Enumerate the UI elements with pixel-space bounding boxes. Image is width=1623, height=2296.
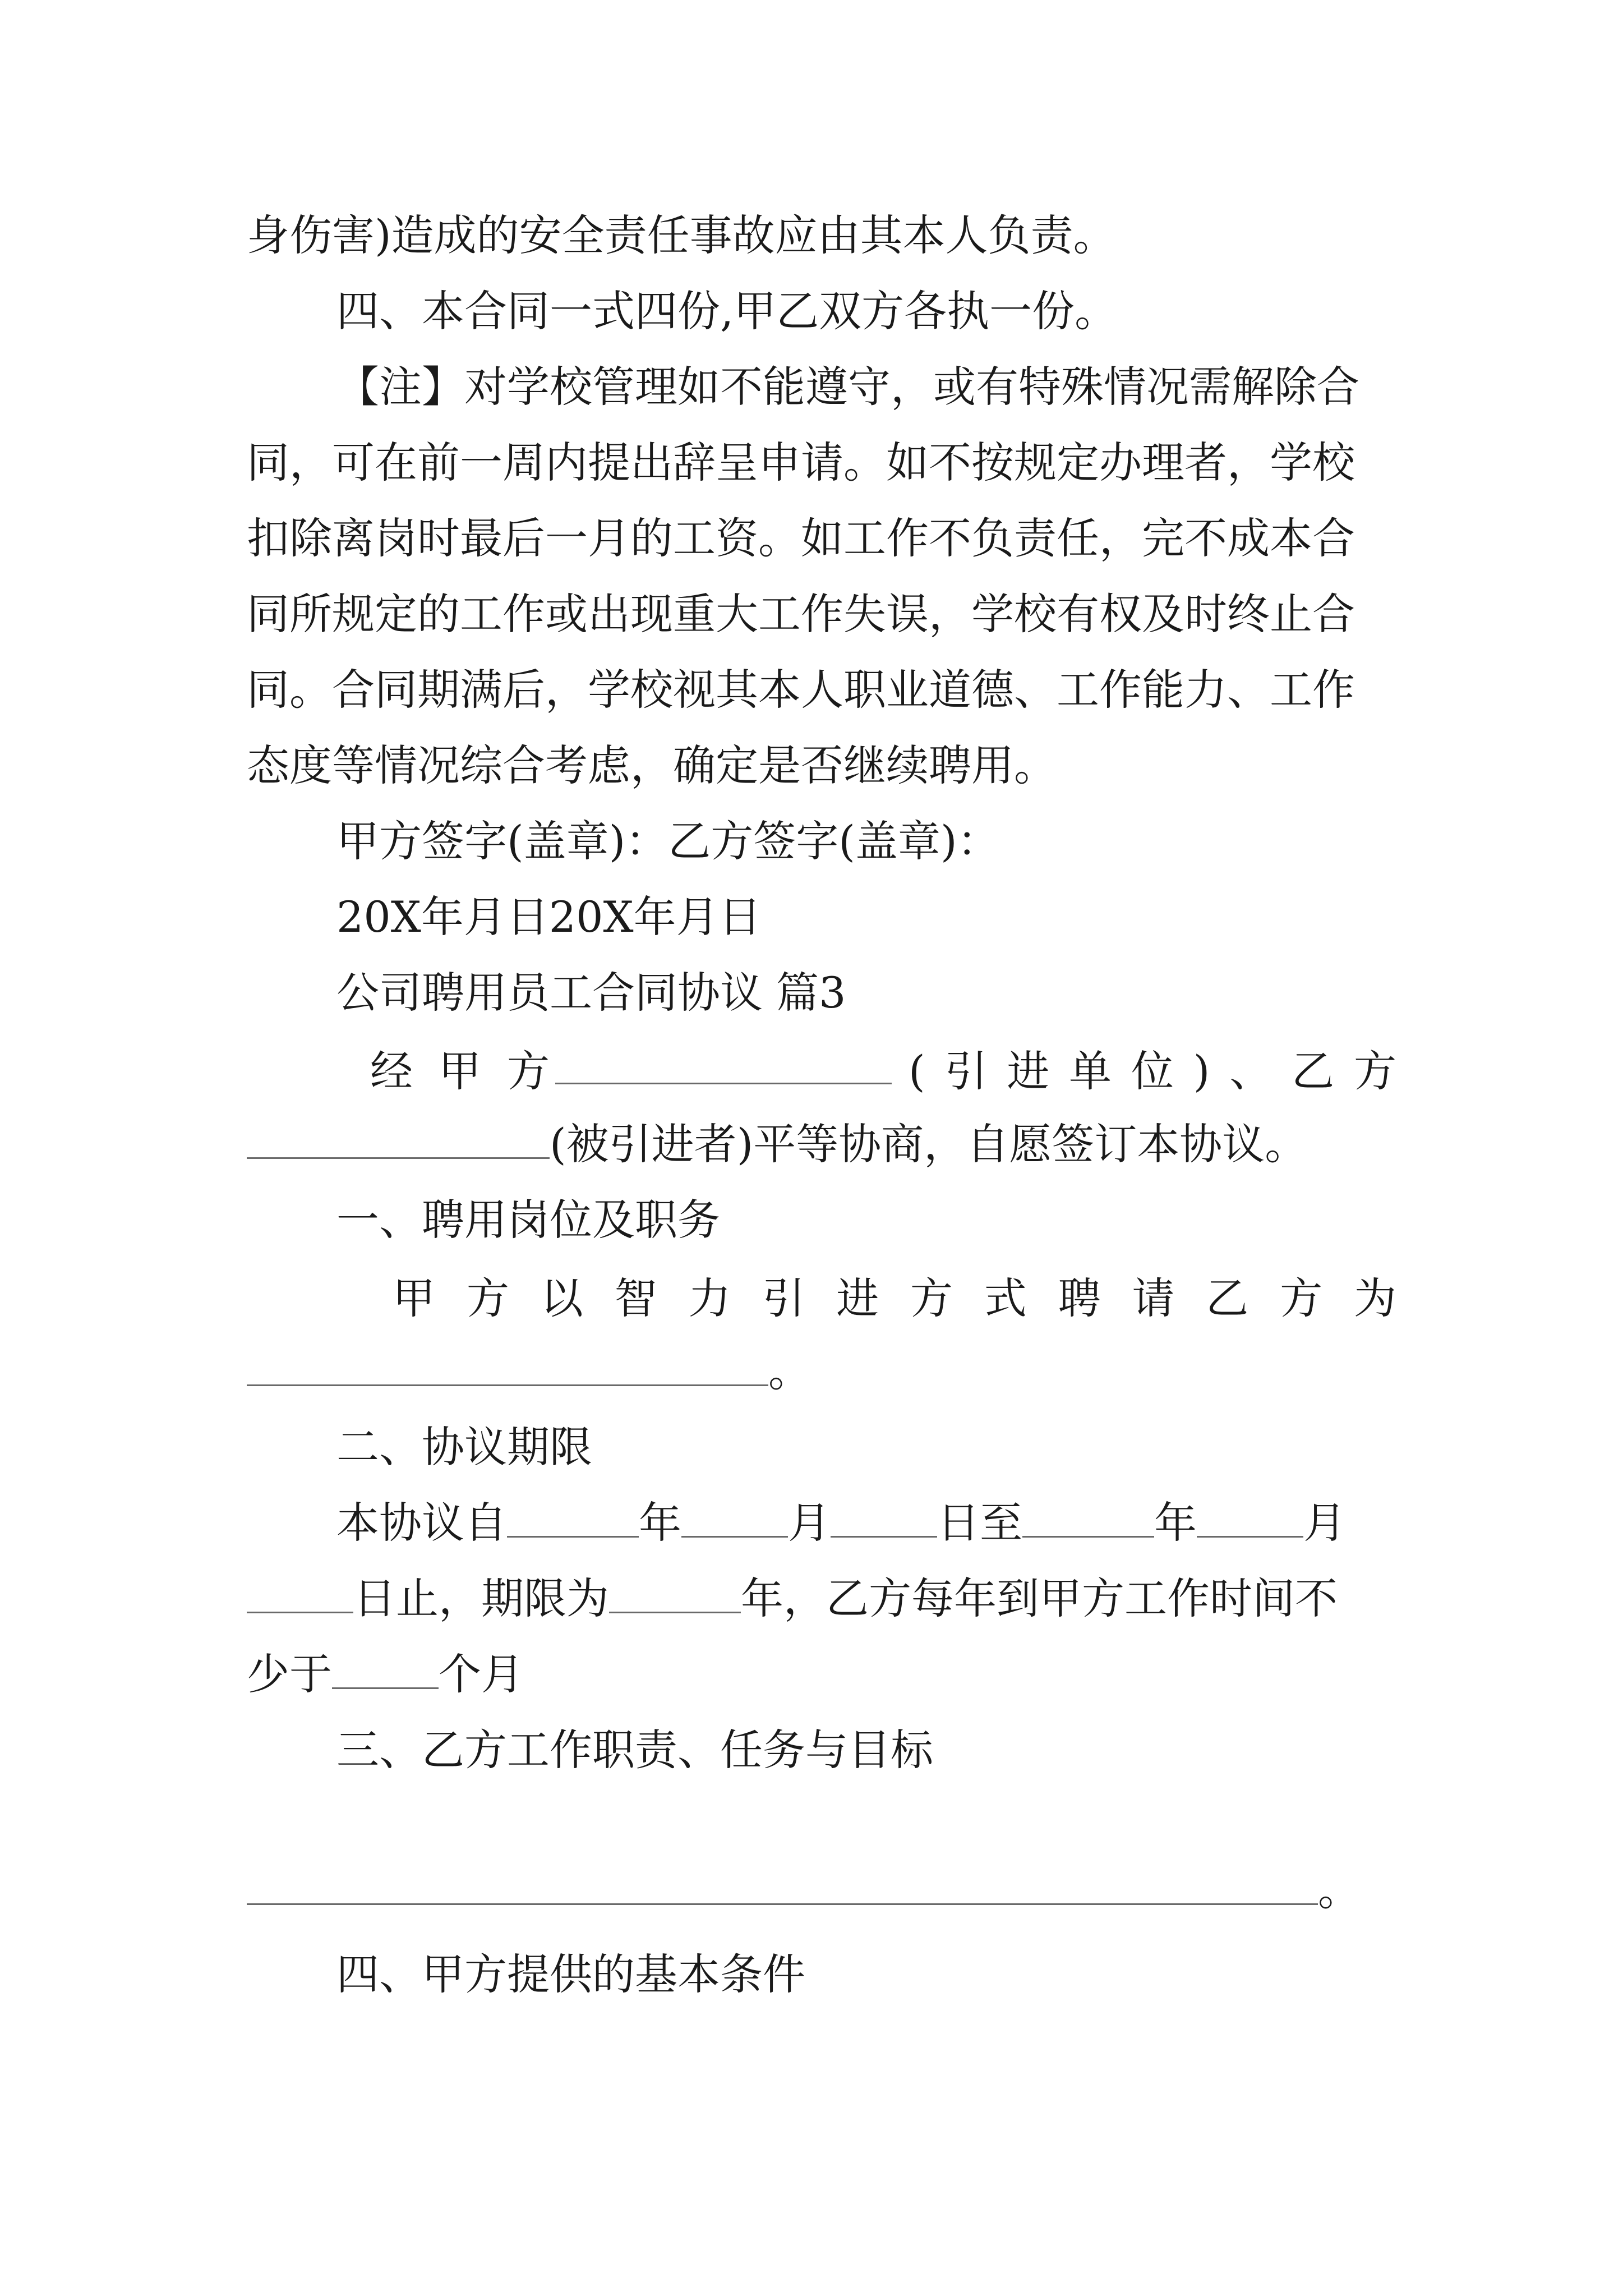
date-line: 20X年月日20X年月日 — [336, 892, 762, 942]
spaced-char: ( — [909, 1046, 925, 1096]
start-day-blank[interactable] — [831, 1497, 937, 1538]
term-text: 年 — [639, 1498, 681, 1548]
position-blank[interactable] — [247, 1345, 768, 1386]
note-line: 同。合同期满后，学校视其本人职业道德、工作能力、工作 — [247, 665, 1355, 715]
spaced-char: 进 — [836, 1273, 879, 1323]
spaced-char: 经 — [370, 1046, 413, 1096]
spaced-char: 位 — [1131, 1046, 1174, 1096]
spaced-char: 乙 — [1292, 1046, 1335, 1096]
note-line: 同，可在前一周内提出辞呈申请。如不按规定办理者，学校 — [247, 438, 1355, 487]
note-line: 同所规定的工作或出现重大工作失误，学校有权及时终止合 — [247, 589, 1355, 639]
party-b-blank[interactable] — [247, 1118, 550, 1159]
start-year-blank[interactable] — [507, 1497, 639, 1538]
spaced-char: 方 — [507, 1046, 550, 1096]
term-text: 日止，期限为 — [353, 1573, 609, 1623]
end-day-blank[interactable] — [247, 1572, 353, 1613]
spaced-char: 甲 — [439, 1046, 481, 1096]
agreement-intro-line-2 — [247, 1116, 1396, 1172]
paragraph-line: 身伤害)造成的安全责任事故应由其本人负责。 — [247, 210, 1116, 260]
term-text: 少于 — [247, 1649, 332, 1699]
spaced-char: 乙 — [1206, 1273, 1249, 1323]
term-line-2 — [247, 1571, 1396, 1627]
spaced-char: 力 — [688, 1273, 731, 1323]
term-line-1 — [336, 1495, 1396, 1551]
duties-blank-line — [247, 1862, 1396, 1918]
period-mark: 。 — [1318, 1865, 1361, 1915]
spaced-char: 、 — [1229, 1046, 1272, 1096]
spaced-char: 甲 — [393, 1273, 435, 1323]
section-title: 公司聘用员工合同协议 篇3 — [336, 968, 846, 1018]
months-blank[interactable] — [332, 1648, 439, 1689]
spaced-char: 方 — [910, 1273, 953, 1323]
term-line-3 — [247, 1646, 1396, 1703]
spaced-char: 引 — [762, 1273, 805, 1323]
spaced-char: 以 — [540, 1273, 583, 1323]
period-mark: 。 — [768, 1346, 811, 1396]
spaced-char: 方 — [466, 1273, 509, 1323]
start-month-blank[interactable] — [681, 1497, 788, 1538]
intro-party-a-text — [370, 1043, 550, 1099]
signature-line: 甲方签字(盖章)：乙方签字(盖章)： — [336, 816, 1000, 866]
spaced-char: 请 — [1132, 1273, 1175, 1323]
spaced-char: 式 — [984, 1273, 1027, 1323]
term-text: 年 — [1154, 1498, 1197, 1548]
paragraph-line: 四、本合同一式四份,甲乙双方各执一份。 — [336, 286, 1118, 336]
duties-blank[interactable] — [247, 1864, 1318, 1905]
section-heading: 二、协议期限 — [336, 1422, 592, 1472]
spaced-char: 引 — [944, 1046, 988, 1096]
term-text: 日至 — [937, 1498, 1022, 1548]
party-a-blank[interactable] — [555, 1043, 892, 1084]
term-text: 月 — [1303, 1498, 1346, 1548]
note-line: 【注】对学校管理如不能遵守，或有特殊情况需解除合 — [336, 362, 1359, 412]
term-text: 本协议自 — [336, 1498, 507, 1548]
position-blank-line — [247, 1343, 1396, 1400]
spaced-char: 单 — [1069, 1046, 1112, 1096]
note-line: 扣除离岗时最后一月的工资。如工作不负责任，完不成本合 — [247, 513, 1355, 563]
spaced-char: ) — [1193, 1046, 1210, 1096]
section-heading: 四、甲方提供的基本条件 — [336, 1949, 805, 1999]
section-heading: 三、乙方工作职责、任务与目标 — [336, 1725, 933, 1775]
end-month-blank[interactable] — [1197, 1497, 1303, 1538]
spaced-char: 为 — [1353, 1273, 1396, 1323]
intro-unit-text — [909, 1043, 1396, 1099]
spaced-char: 进 — [1007, 1046, 1050, 1096]
term-text: 年，乙方每年到甲方工作时间不 — [741, 1573, 1338, 1623]
agreement-intro-line — [370, 1043, 1396, 1099]
note-line: 态度等情况综合考虑，确定是否继续聘用。 — [247, 740, 1057, 790]
term-years-blank[interactable] — [609, 1572, 741, 1613]
end-year-blank[interactable] — [1022, 1497, 1154, 1538]
term-text: 个月 — [439, 1649, 524, 1699]
position-sentence — [393, 1271, 1396, 1327]
spaced-char: 聘 — [1058, 1273, 1101, 1323]
spaced-char: 方 — [1280, 1273, 1323, 1323]
term-text: 月 — [788, 1498, 831, 1548]
intro-text: (被引进者)平等协商，自愿签订本协议。 — [550, 1119, 1308, 1169]
spaced-char: 方 — [1353, 1046, 1396, 1096]
section-heading: 一、聘用岗位及职务 — [336, 1195, 720, 1245]
spaced-char: 智 — [614, 1273, 657, 1323]
